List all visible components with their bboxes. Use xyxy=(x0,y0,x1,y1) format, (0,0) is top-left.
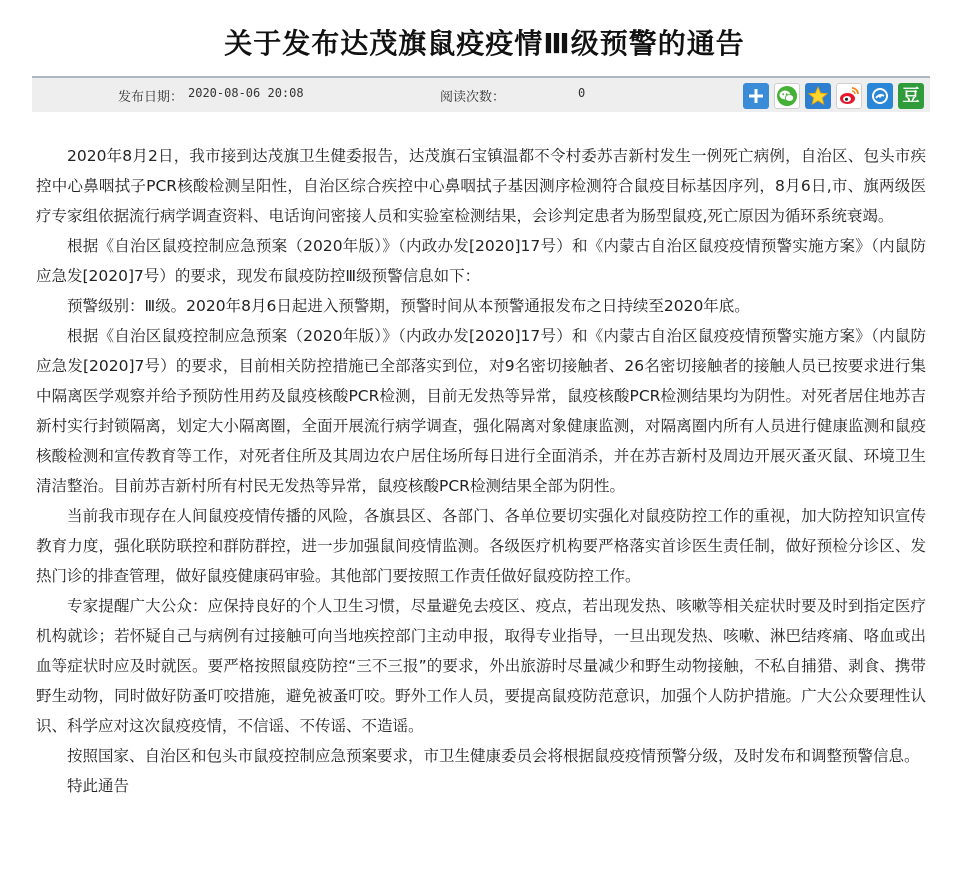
read-count-value: 0 xyxy=(578,86,586,100)
article-paragraph: 按照国家、自治区和包头市鼠疫控制应急预案要求，市卫生健康委员会将根据鼠疫疫情预警分级，及时发布和调整预警信息。 xyxy=(67,747,920,765)
article-meta-bar xyxy=(32,76,930,112)
tqq-icon xyxy=(869,85,891,107)
article-paragraph: 根据《自治区鼠疫控制应急预案（2020年版）》（内政办发[2020]17号）和《内蒙古自治区鼠疫疫情预警实施方案》（内鼠防应急发[2020]7号）的要求，现发布鼠疫防控Ⅲ级预警信息如下： xyxy=(36,237,926,285)
share-more-button[interactable] xyxy=(743,83,769,109)
share-toolbar xyxy=(743,83,924,109)
article-body xyxy=(36,141,926,801)
share-wechat-button[interactable] xyxy=(774,83,800,109)
read-count-label: 阅读次数： xyxy=(440,90,506,105)
share-tencent-weibo-button[interactable] xyxy=(867,83,893,109)
article-paragraph: 2020年8月2日，我市接到达茂旗卫生健委报告，达茂旗石宝镇温都不令村委苏吉新村发生一例死亡病例，自治区、包头市疾控中心鼻咽拭子PCR核酸检测呈阳性，自治区综合疾控中心鼻咽拭子基因测序检测符合鼠疫目标基因序列，8月6日,市、旗两级医疗专家组依据流行病学调查资料、电话询问密接人员和实验室检测结果，会诊判定患者为肠型鼠疫,死亡原因为循环系统衰竭。 xyxy=(36,147,926,225)
douban-icon: 豆 xyxy=(902,86,920,106)
share-weibo-button[interactable] xyxy=(836,83,862,109)
weibo-icon xyxy=(838,85,860,107)
article-paragraph: 根据《自治区鼠疫控制应急预案（2020年版）》（内政办发[2020]17号）和《内蒙古自治区鼠疫疫情预警实施方案》（内鼠防应急发[2020]7号）的要求，目前相关防控措施已全部落实到位，对9名密切接触者、26名密切接触者的接触人员已按要求进行集中隔离医学观察并给予预防性用药及鼠疫核酸PCR检测，目前无发热等异常，鼠疫核酸PCR检测结果均为阴性。对死者居住地苏吉新村实行封锁隔离，划定大小隔离圈，全面开展流行病学调查，强化隔离对象健康监测，对隔离圈内所有人员进行健康监测和鼠疫核酸检测和宣传教育等工作，对死者住所及其周边农户居住场所每日进行全面消杀，并在苏吉新村及周边开展灭蚤灭鼠、环境卫生清洁整治。目前苏吉新村所有村民无发热等异常，鼠疫核酸PCR检测结果全部为阴性。 xyxy=(36,327,926,495)
article-closing: 特此通告 xyxy=(67,777,130,795)
qzone-icon xyxy=(807,85,829,107)
share-douban-button[interactable] xyxy=(898,83,924,109)
article-paragraph: 预警级别：Ⅲ级。2020年8月6日起进入预警期，预警时间从本预警通报发布之日持续至2020年底。 xyxy=(67,297,750,315)
wechat-icon xyxy=(776,85,798,107)
share-qzone-button[interactable] xyxy=(805,83,831,109)
article-paragraph: 当前我市现存在人间鼠疫疫情传播的风险，各旗县区、各部门、各单位要切实强化对鼠疫防控工作的重视，加大防控知识宣传教育力度，强化联防联控和群防群控，进一步加强鼠间疫情监测。各级医疗机构要严格落实首诊医生责任制，做好预检分诊区、发热门诊的排查管理，做好鼠疫健康码审验。其他部门要按照工作责任做好鼠疫防控工作。 xyxy=(36,507,926,585)
article-paragraph: 专家提醒广大公众：应保持良好的个人卫生习惯，尽量避免去疫区、疫点，若出现发热、咳嗽等相关症状时要及时到指定医疗机构就诊；若怀疑自己与病例有过接触可向当地疾控部门主动申报，取得专业指导，一旦出现发热、咳嗽、淋巴结疼痛、咯血或出血等症状时应及时就医。要严格按照鼠疫防控“三不三报”的要求，外出旅游时尽量减少和野生动物接触，不私自捕猎、剥食、携带野生动物，同时做好防蚤叮咬措施，避免被蚤叮咬。野外工作人员，要提高鼠疫防范意识，加强个人防护措施。广大公众要理性认识、科学应对这次鼠疫疫情，不信谣、不传谣、不造谣。 xyxy=(36,597,926,735)
add-icon xyxy=(747,87,765,105)
page-title: 关于发布达茂旗鼠疫疫情Ⅲ级预警的通告 xyxy=(224,27,745,60)
publish-date-value: 2020-08-06 20:08 xyxy=(188,86,304,100)
publish-date-label: 发布日期： xyxy=(118,90,184,105)
